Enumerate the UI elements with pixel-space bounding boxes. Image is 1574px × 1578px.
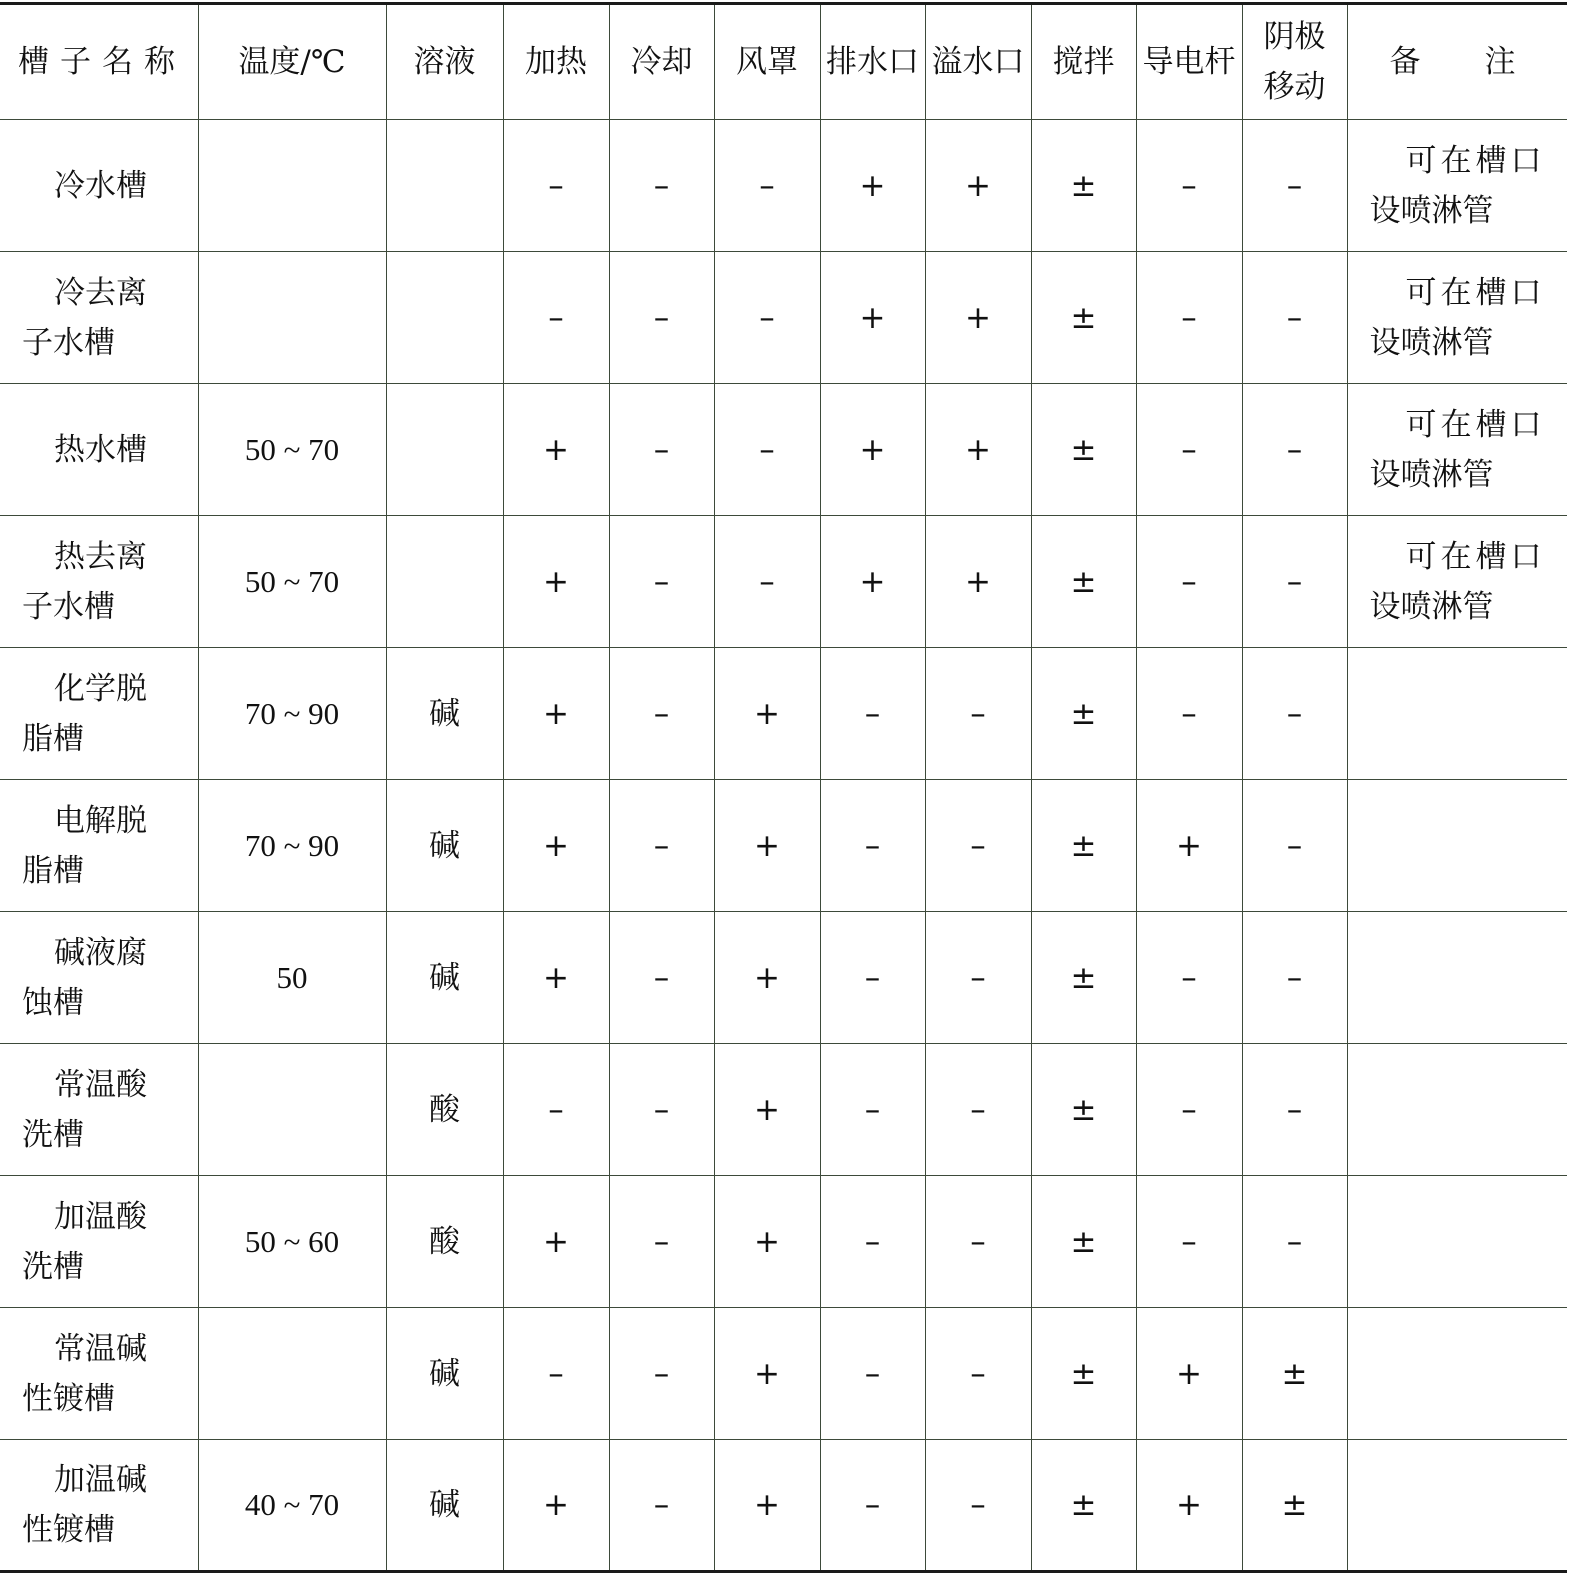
tank-name-cell: [0, 120, 198, 252]
cooling-cell: –: [609, 780, 714, 912]
solution-cell: [386, 384, 503, 516]
tank-name-line: 冷去离: [54, 274, 147, 311]
overflow-cell: –: [925, 1176, 1031, 1308]
cathode-move-cell: –: [1242, 648, 1347, 780]
heating-cell: –: [503, 120, 609, 252]
tank-name-line: 加温酸: [54, 1198, 147, 1235]
header-drain: 排水口: [820, 4, 925, 120]
tank-name-line: 性镀槽: [22, 1512, 115, 1548]
cooling-cell: –: [609, 252, 714, 384]
drain-cell: –: [820, 1176, 925, 1308]
overflow-cell: –: [925, 648, 1031, 780]
table-row: [0, 1440, 1567, 1572]
cooling-cell: –: [609, 1176, 714, 1308]
solution-cell: 碱: [386, 912, 503, 1044]
cathode-move-cell: ±: [1242, 1308, 1347, 1440]
remark-line: 可在槽口: [1405, 274, 1546, 311]
heating-cell: +: [503, 912, 609, 1044]
header-heating: 加热: [503, 4, 609, 120]
remark-cell: [1347, 912, 1567, 1044]
overflow-cell: +: [925, 516, 1031, 648]
drain-cell: –: [820, 1044, 925, 1176]
tank-name-line: 冷水槽: [54, 167, 147, 204]
drain-cell: +: [820, 252, 925, 384]
temperature-cell: 50 ~ 70: [198, 384, 386, 516]
hood-cell: –: [714, 120, 820, 252]
tank-name-line: 热水槽: [54, 431, 147, 468]
drain-cell: –: [820, 780, 925, 912]
table-row: [0, 120, 1567, 252]
overflow-cell: –: [925, 1308, 1031, 1440]
stirring-cell: ±: [1031, 780, 1136, 912]
tank-name-line: 加温碱: [54, 1462, 147, 1498]
solution-cell: 碱: [386, 780, 503, 912]
drain-cell: –: [820, 648, 925, 780]
cooling-cell: –: [609, 648, 714, 780]
remark-cell: [1347, 648, 1567, 780]
overflow-cell: –: [925, 912, 1031, 1044]
conductive-rod-cell: –: [1136, 1176, 1242, 1308]
remark-cell: [1347, 1308, 1567, 1440]
remark-line: 可在槽口: [1405, 538, 1546, 575]
tank-name-line: 热去离: [54, 538, 147, 575]
hood-cell: +: [714, 780, 820, 912]
temperature-cell: 50 ~ 70: [198, 516, 386, 648]
cathode-move-cell: –: [1242, 1176, 1347, 1308]
drain-cell: –: [820, 912, 925, 1044]
cathode-move-cell: –: [1242, 1044, 1347, 1176]
tank-name-line: 洗槽: [22, 1248, 84, 1285]
hood-cell: –: [714, 516, 820, 648]
remark-cell: [1347, 780, 1567, 912]
hood-cell: +: [714, 1308, 820, 1440]
temperature-cell: 70 ~ 90: [198, 648, 386, 780]
table-header-row: [0, 4, 1567, 120]
remark-line: 可在槽口: [1405, 142, 1546, 179]
drain-cell: +: [820, 516, 925, 648]
table-row: [0, 1044, 1567, 1176]
temperature-cell: 40 ~ 70: [198, 1440, 386, 1572]
cooling-cell: –: [609, 120, 714, 252]
heating-cell: +: [503, 780, 609, 912]
tank-requirements-table: [0, 2, 1567, 1573]
cathode-move-cell: –: [1242, 912, 1347, 1044]
heating-cell: –: [503, 1308, 609, 1440]
header-remark: [1347, 4, 1567, 120]
conductive-rod-cell: –: [1136, 120, 1242, 252]
stirring-cell: ±: [1031, 648, 1136, 780]
cathode-move-cell: –: [1242, 780, 1347, 912]
header-stirring: 搅拌: [1031, 4, 1136, 120]
tank-name-cell: [0, 1308, 198, 1440]
tank-name-line: 子水槽: [22, 588, 115, 625]
solution-cell: 酸: [386, 1176, 503, 1308]
tank-name-cell: [0, 780, 198, 912]
header-hood: 风罩: [714, 4, 820, 120]
temperature-cell: [198, 120, 386, 252]
tank-name-line: 脂槽: [22, 720, 84, 757]
heating-cell: +: [503, 648, 609, 780]
header-overflow: 溢水口: [925, 4, 1031, 120]
tank-name-cell: [0, 1440, 198, 1572]
header-temperature: 温度/℃: [198, 4, 386, 120]
overflow-cell: +: [925, 120, 1031, 252]
drain-cell: –: [820, 1308, 925, 1440]
overflow-cell: +: [925, 384, 1031, 516]
solution-cell: 碱: [386, 1308, 503, 1440]
table-row: [0, 384, 1567, 516]
temperature-cell: [198, 252, 386, 384]
remark-cell: [1347, 1044, 1567, 1176]
remark-line: 设喷淋管: [1369, 588, 1494, 625]
heating-cell: +: [503, 384, 609, 516]
remark-line: 设喷淋管: [1369, 456, 1494, 493]
table-body: [0, 120, 1567, 1572]
overflow-cell: +: [925, 252, 1031, 384]
remark-cell: [1347, 252, 1567, 384]
header-cooling: 冷却: [609, 4, 714, 120]
cooling-cell: –: [609, 912, 714, 1044]
tank-name-cell: [0, 516, 198, 648]
remark-cell: [1347, 516, 1567, 648]
remark-line: 设喷淋管: [1369, 324, 1494, 361]
drain-cell: +: [820, 120, 925, 252]
table-row: [0, 252, 1567, 384]
temperature-cell: 50: [198, 912, 386, 1044]
hood-cell: +: [714, 1176, 820, 1308]
stirring-cell: ±: [1031, 1176, 1136, 1308]
hood-cell: +: [714, 1044, 820, 1176]
hood-cell: +: [714, 648, 820, 780]
table-row: [0, 1176, 1567, 1308]
conductive-rod-cell: –: [1136, 516, 1242, 648]
stirring-cell: ±: [1031, 1308, 1136, 1440]
cooling-cell: –: [609, 516, 714, 648]
conductive-rod-cell: +: [1136, 1440, 1242, 1572]
stirring-cell: ±: [1031, 1440, 1136, 1572]
heating-cell: +: [503, 516, 609, 648]
cathode-move-cell: –: [1242, 252, 1347, 384]
table-row: [0, 780, 1567, 912]
conductive-rod-cell: +: [1136, 780, 1242, 912]
tank-name-cell: [0, 384, 198, 516]
heating-cell: –: [503, 1044, 609, 1176]
table-row: [0, 912, 1567, 1044]
hood-cell: –: [714, 252, 820, 384]
cooling-cell: –: [609, 384, 714, 516]
cooling-cell: –: [609, 1308, 714, 1440]
conductive-rod-cell: +: [1136, 1308, 1242, 1440]
stirring-cell: ±: [1031, 384, 1136, 516]
header-tank-name: 槽子名称: [0, 4, 198, 120]
solution-cell: [386, 120, 503, 252]
temperature-cell: [198, 1308, 386, 1440]
heating-cell: +: [503, 1176, 609, 1308]
conductive-rod-cell: –: [1136, 648, 1242, 780]
cathode-move-cell: –: [1242, 120, 1347, 252]
table-row: [0, 648, 1567, 780]
hood-cell: +: [714, 912, 820, 1044]
tank-name-cell: [0, 648, 198, 780]
tank-name-line: 性镀槽: [22, 1380, 115, 1417]
heating-cell: –: [503, 252, 609, 384]
stirring-cell: ±: [1031, 516, 1136, 648]
remark-cell: [1347, 1176, 1567, 1308]
solution-cell: [386, 252, 503, 384]
header-cathode-move-line2: 移动: [1263, 69, 1326, 105]
cooling-cell: –: [609, 1044, 714, 1176]
stirring-cell: ±: [1031, 912, 1136, 1044]
solution-cell: 酸: [386, 1044, 503, 1176]
temperature-cell: [198, 1044, 386, 1176]
hood-cell: +: [714, 1440, 820, 1572]
solution-cell: 碱: [386, 648, 503, 780]
solution-cell: [386, 516, 503, 648]
tank-name-cell: [0, 1176, 198, 1308]
tank-name-line: 洗槽: [22, 1116, 84, 1153]
remark-line: 设喷淋管: [1369, 192, 1494, 229]
stirring-cell: ±: [1031, 120, 1136, 252]
overflow-cell: –: [925, 780, 1031, 912]
tank-name-cell: [0, 1044, 198, 1176]
tank-name-line: 碱液腐: [54, 934, 147, 971]
header-cathode-move-line1: 阴极: [1263, 19, 1326, 55]
cathode-move-cell: –: [1242, 384, 1347, 516]
conductive-rod-cell: –: [1136, 384, 1242, 516]
cooling-cell: –: [609, 1440, 714, 1572]
remark-cell: [1347, 384, 1567, 516]
drain-cell: +: [820, 384, 925, 516]
overflow-cell: –: [925, 1440, 1031, 1572]
heating-cell: +: [503, 1440, 609, 1572]
table-row: [0, 516, 1567, 648]
tank-name-line: 常温碱: [54, 1330, 147, 1367]
hood-cell: –: [714, 384, 820, 516]
remark-cell: [1347, 120, 1567, 252]
tank-name-cell: [0, 912, 198, 1044]
tank-name-line: 蚀槽: [22, 984, 84, 1021]
cathode-move-cell: –: [1242, 516, 1347, 648]
tank-name-line: 化学脱: [54, 670, 147, 707]
header-conductive-rod: 导电杆: [1136, 4, 1242, 120]
remark-cell: [1347, 1440, 1567, 1572]
tank-name-line: 常温酸: [54, 1066, 147, 1103]
header-cathode-move: [1242, 4, 1347, 120]
tank-name-line: 脂槽: [22, 852, 84, 889]
header-solution: 溶液: [386, 4, 503, 120]
temperature-cell: 50 ~ 60: [198, 1176, 386, 1308]
conductive-rod-cell: –: [1136, 912, 1242, 1044]
remark-line: 可在槽口: [1405, 406, 1546, 443]
overflow-cell: –: [925, 1044, 1031, 1176]
header-remark-part1: 备: [1389, 44, 1421, 80]
tank-name-line: 电解脱: [54, 802, 147, 839]
conductive-rod-cell: –: [1136, 252, 1242, 384]
header-remark-part2: 注: [1484, 44, 1516, 80]
stirring-cell: ±: [1031, 1044, 1136, 1176]
conductive-rod-cell: –: [1136, 1044, 1242, 1176]
tank-name-line: 子水槽: [22, 324, 115, 361]
drain-cell: –: [820, 1440, 925, 1572]
stirring-cell: ±: [1031, 252, 1136, 384]
cathode-move-cell: ±: [1242, 1440, 1347, 1572]
table-row: [0, 1308, 1567, 1440]
temperature-cell: 70 ~ 90: [198, 780, 386, 912]
tank-name-cell: [0, 252, 198, 384]
solution-cell: 碱: [386, 1440, 503, 1572]
